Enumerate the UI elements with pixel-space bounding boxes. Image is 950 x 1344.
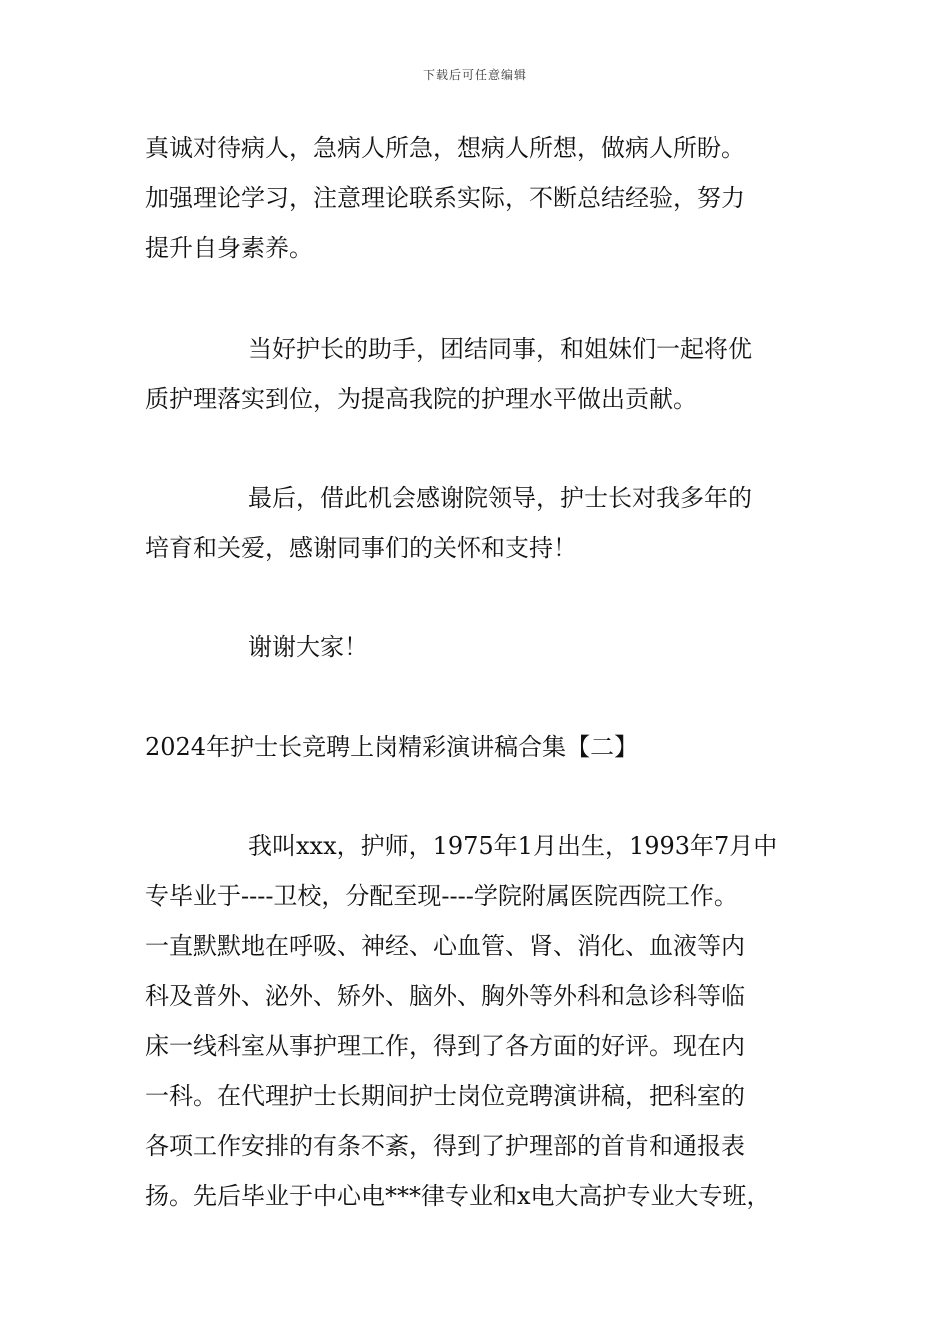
paragraph-4 [145,622,815,672]
paragraph-line: 一科。在代理护士长期间护士岗位竞聘演讲稿，把科室的 [145,1082,745,1110]
paragraph-line: 各项工作安排的有条不紊，得到了护理部的首肯和通报表 [145,1132,745,1160]
paragraph-line: 真诚对待病人，急病人所急，想病人所想，做病人所盼。 [145,134,745,162]
paragraph-line: 提升自身素养。 [145,234,313,262]
paragraph-line: 谢谢大家！ [248,633,368,661]
paragraph-line: 一直默默地在呼吸、神经、心血管、肾、消化、血液等内 [145,932,745,960]
paragraph-line: 最后，借此机会感谢院领导，护士长对我多年的 [248,484,752,512]
paragraph-line: 我叫xxx，护师，1975年1月出生，1993年7月中 [248,832,778,860]
paragraph-line: 扬。先后毕业于中心电***律专业和x电大高护专业大专班， [145,1182,771,1210]
paragraph-3 [145,473,815,573]
paragraph-line: 培育和关爱，感谢同事们的关怀和支持！ [145,534,577,562]
paragraph-line: 加强理论学习，注意理论联系实际，不断总结经验，努力 [145,184,745,212]
paragraph-line: 科及普外、泌外、矫外、脑外、胸外等外科和急诊科等临 [145,982,745,1010]
paragraph-line: 专毕业于----卫校，分配至现----学院附属医院西院工作。 [145,882,738,910]
section-title [145,722,815,772]
paragraph-line: 床一线科室从事护理工作，得到了各方面的好评。现在内 [145,1032,745,1060]
paragraph-line: 质护理落实到位，为提高我院的护理水平做出贡献。 [145,385,697,413]
section-title-text: 2024年护士长竞聘上岗精彩演讲稿合集【二】 [145,733,639,761]
paragraph-5 [145,821,815,1221]
paragraph-2 [145,324,815,424]
paragraph-line: 当好护长的助手，团结同事，和姐妹们一起将优 [248,335,752,363]
paragraph-1 [145,123,815,273]
page-header: 下载后可任意编辑 [422,68,527,82]
